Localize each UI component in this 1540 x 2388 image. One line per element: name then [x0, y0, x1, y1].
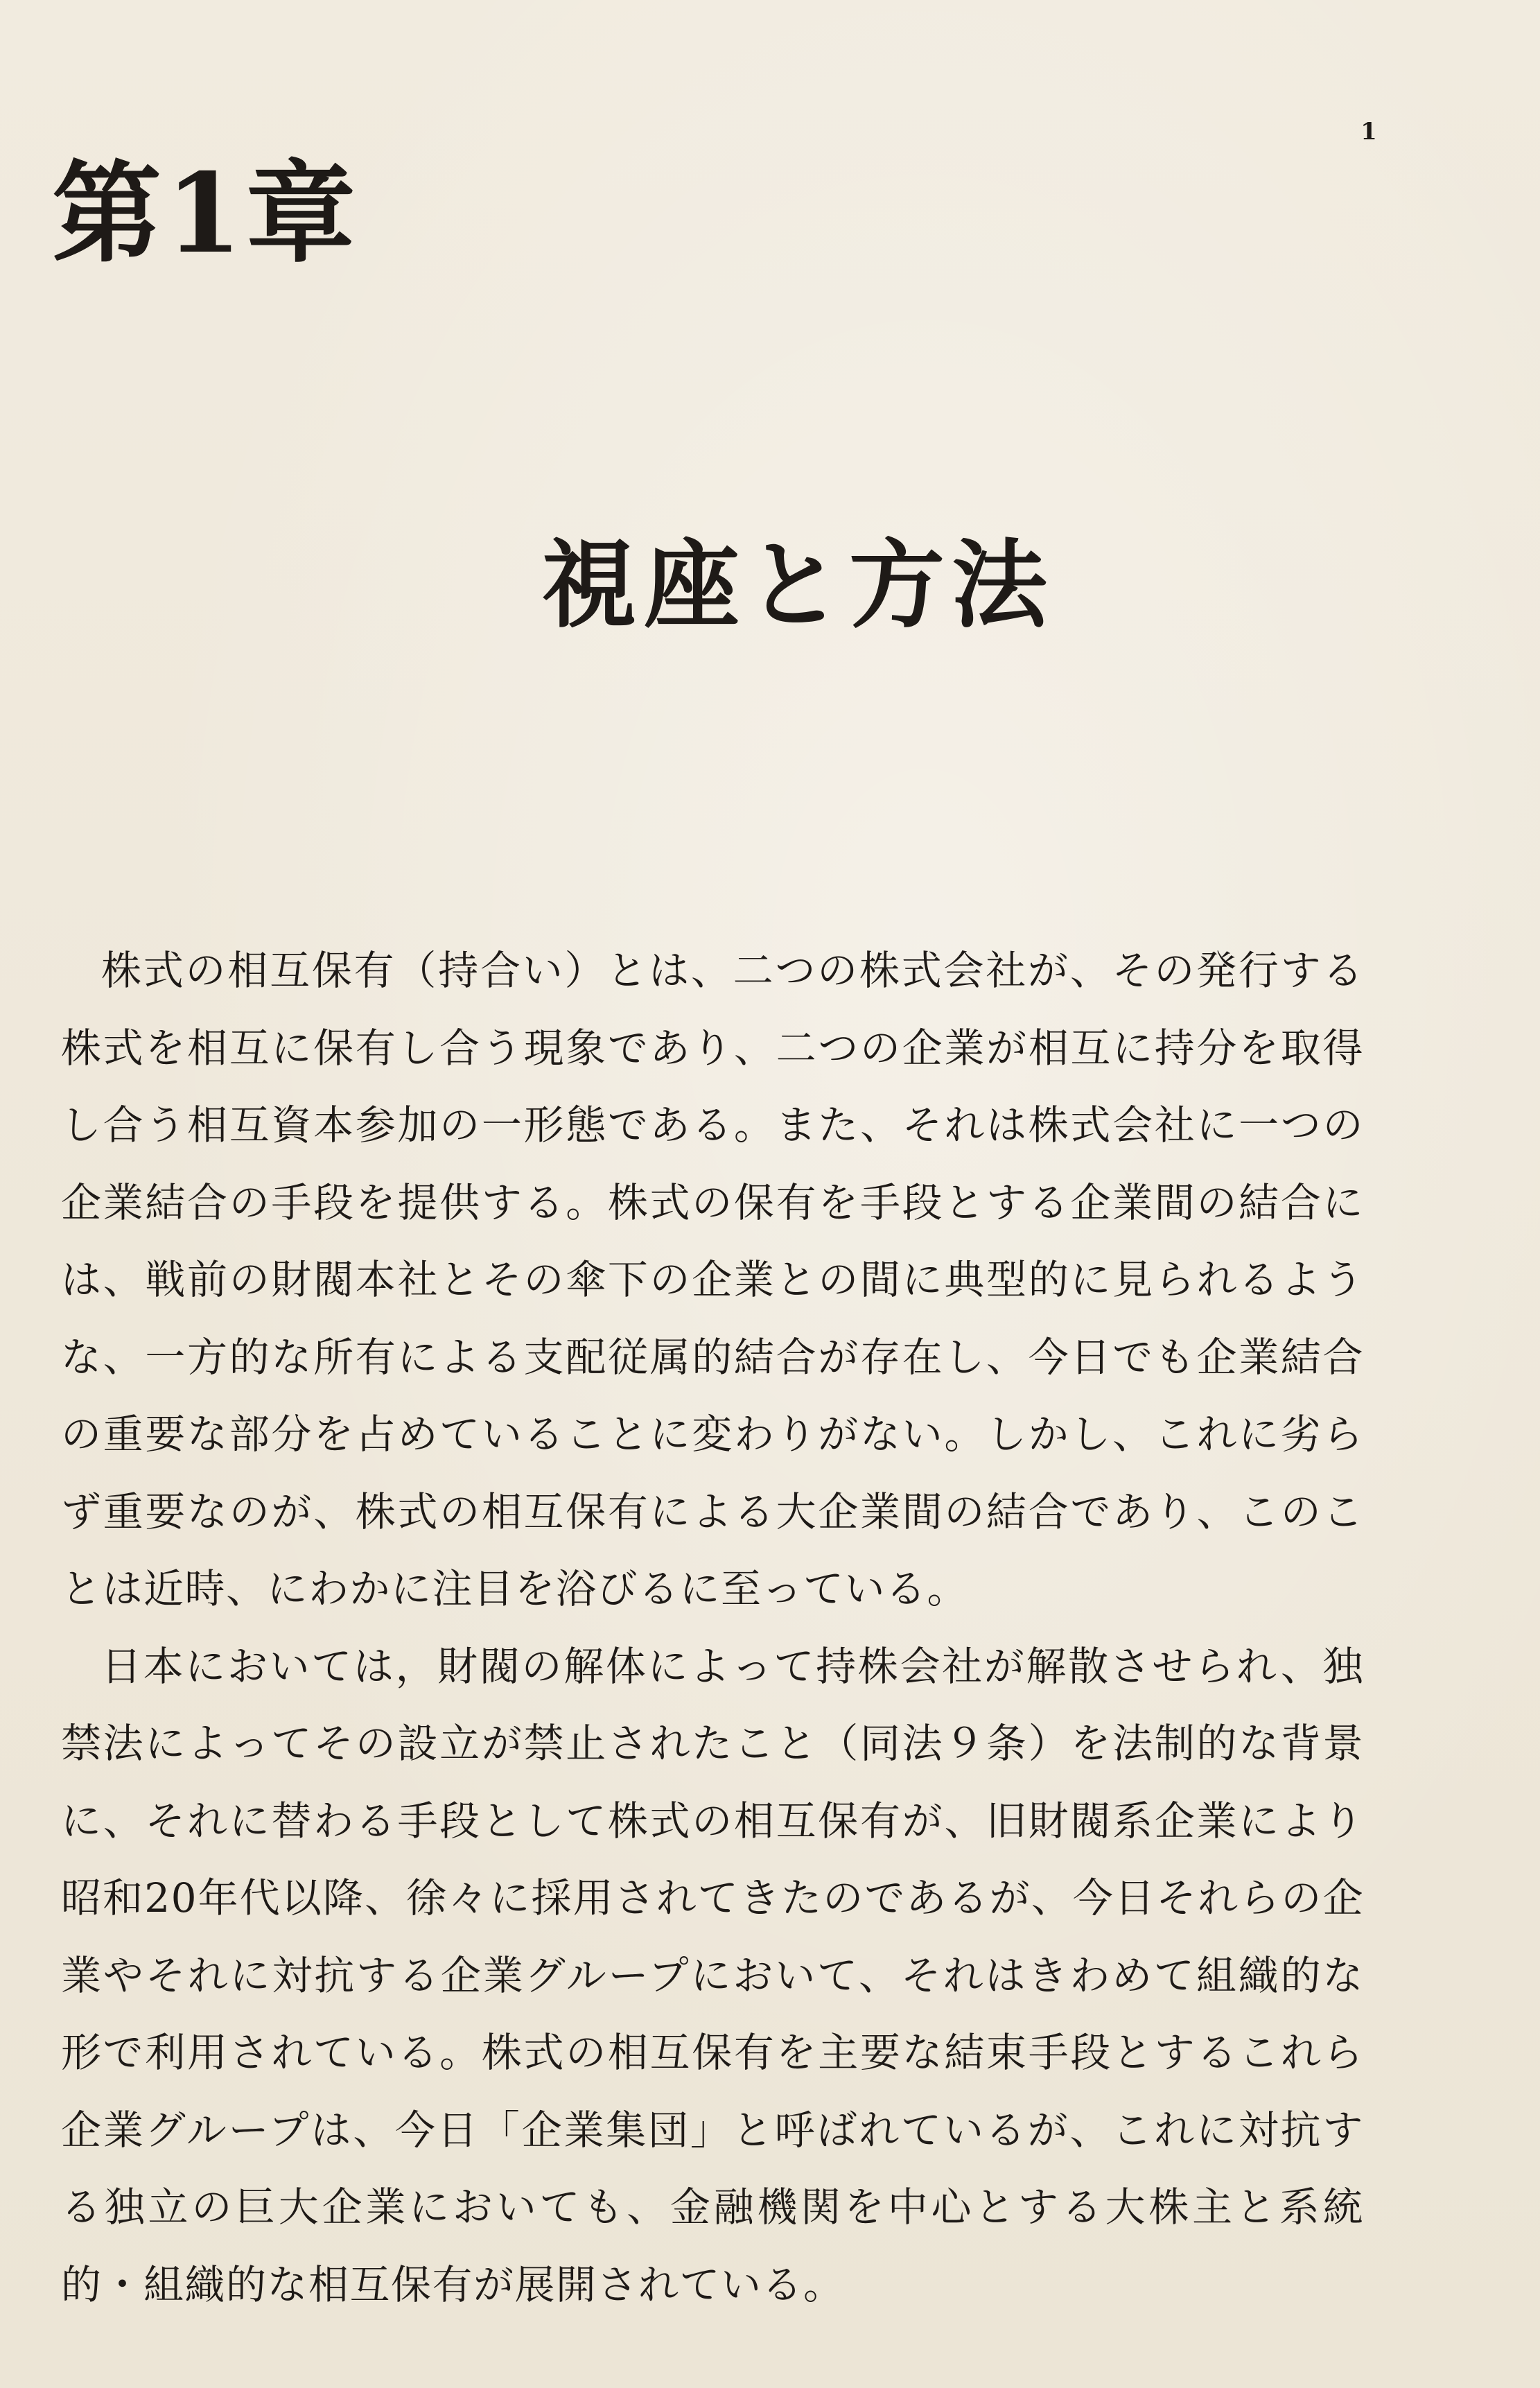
- body-text: [61, 932, 1364, 2324]
- paragraph-2: 日本においては，財閥の解体によって持株会社が解散させられ、独禁法によってその設立が禁止されたこと（同法９条）を法制的な背景に、それに替わる手段として株式の相互保有が、旧財閥系企業により昭和20年代以降、徐々に採用されてきたのであるが、今日それらの企業やそれに対抗する企業グループにおいて、それはきわめて組織的な形で利用されている。株式の相互保有を主要な結束手段とするこれら企業グループは、今日「企業集団」と呼ばれているが、これに対抗する独立の巨大企業においても、金融機関を中心とする大株主と系統的・組織的な相互保有が展開されている。: [61, 1642, 1364, 2308]
- paragraph-1: 株式の相互保有（持合い）とは、二つの株式会社が、その発行する株式を相互に保有し合う現象であり、二つの企業が相互に持分を取得し合う相互資本参加の一形態である。また、それは株式会社に一つの企業結合の手段を提供する。株式の保有を手段とする企業間の結合には、戦前の財閥本社とその傘下の企業との間に典型的に見られるような、一方的な所有による支配従属的結合が存在し、今日でも企業結合の重要な部分を占めていることに変わりがない。しかし、これに劣らず重要なのが、株式の相互保有による大企業間の結合であり、このことは近時、にわかに注目を浴びるに至っている。: [61, 947, 1364, 1612]
- chapter-heading: 第1章: [52, 150, 360, 278]
- section-title: 視座と方法: [541, 528, 1054, 641]
- page-number: 1: [1360, 118, 1377, 146]
